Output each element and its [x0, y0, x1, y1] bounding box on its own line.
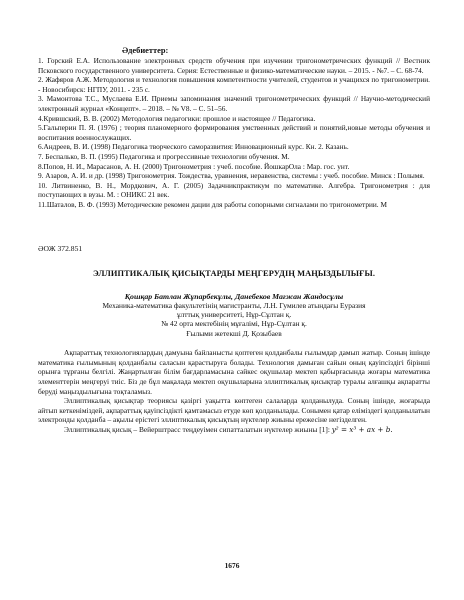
body-paragraph-text: Эллиптикалық қисық – Вейерштрасс теңдеуімен сипатталатын нүктелер жиыны [1]: — [64, 424, 330, 434]
article-body — [38, 348, 430, 434]
affiliation-line: Ғылыми жетекші Д. Қозыбаев — [186, 328, 282, 338]
affiliation-line: № 42 орта мектебінің мұғалімі, Нұр-Сұлтан қ. — [161, 319, 307, 329]
weierstrass-formula: y² = x³ + ax + b. — [331, 424, 393, 434]
reference-item: 2. Жафяров А.Ж. Методология и технология повышения компетентности учителей, студентов и учащихся по тригонометрии. - Новосибирск: НГПУ, 2011. - 235 с. — [38, 75, 430, 94]
article-authors: Қошқар Батлан Жұпарбекұлы, Данебеков Мағжан Жандосұлы — [124, 291, 344, 301]
reference-item: 4.Крившский, В. В. (2002) Методология педагогики: прошлое и настоящее // Педагогика. — [38, 113, 316, 123]
reference-item: 7. Беспалько, В. П. (1995) Педагогика и прогрессивные технологии обучения. М. — [38, 151, 290, 161]
references-section — [38, 46, 430, 210]
article-title: ЭЛЛИПТИКАЛЫҚ ҚИСЫҚТАРДЫ МЕҢГЕРУДІҢ МАҢЫЗДЫЛЫҒЫ. — [92, 268, 376, 278]
reference-item: 3. Мамонтова Т.С., Муслаева Е.И. Приемы запоминания значений тригонометрических функций // Научно-методический электронный журнал «Концепт». – 2018. – № V8. – С. 51–56. — [38, 94, 430, 113]
affiliation-line: Механика-математика факультетінің магистранты, Л.Н. Гумилев атындағы Еуразия — [102, 300, 366, 310]
reference-item: 9. Азаров, А. И. и др. (1998) Тригонометрия. Тождества, уравнения, неравенства, системы : учеб. пособие. Минск : Полымя. — [38, 171, 425, 181]
author-affiliation — [38, 301, 430, 339]
references-heading: Әдебиеттер: — [122, 46, 169, 55]
reference-item: 10. Литвиненко, В. Н., Мордкович, А. Г. (2005) Задачникпрактикум по математике. Алгебра. Тригонометрия : для поступающих в вузы. М. : ОНИКС 21 век. — [38, 180, 430, 200]
udc-code: ӘОЖ 372.851 — [38, 243, 83, 253]
page-number: 1676 — [224, 561, 240, 570]
body-paragraph-with-formula — [38, 425, 430, 435]
references-list — [38, 56, 430, 210]
body-paragraph: Ақпараттық технологиялардың дамуына байланысты қоптеген қолданбалы ғылымдар дамып жатыр. Соның ішінде математика ғылымының қолданбалы саласын қарастыруға болады. Технология дамыған сайын оның қауіпсіздігі бірінші орынға тұрғаны белгілі. Жаңартылған білім бағдарламасына сәйкес оқушылар мектеп қабырғасында жоғары математика элементтерін меңгеруі тиіс. Біз де бұл мақалада мектеп оқушыларына эллиптикалық қисықтар туралы алғашқы ақпаратты беруді маңыздылығына тоқталамыз. — [38, 348, 430, 396]
reference-item: 1. Горский Е.А. Использование электронных средств обучения при изучении тригонометрических функций // Вестник Псковского государственного университета. Серия: Естественные и физико-математические науки. – 2015. - №7. – С. 68-74. — [38, 56, 430, 75]
reference-item: 5.Гальперин П. Я. (1976) ; теория планомерного формирования умственных действий и понятий,новые методы обучения и воспитания военнослужащих. — [38, 123, 430, 142]
reference-item: 6.Андреев, В. И. (1998) Педагогика творческого саморазвития: Инновационный курс. Кн. 2. Казань. — [38, 142, 349, 152]
reference-item: 8.Попов, Н. И., Марасанов, А. Н. (2000) Тригонометрия : учеб. пособие. ЙошкарОла : Мар. гос. унт. — [38, 161, 350, 171]
reference-item: 11.Шаталов, В. Ф. (1993) Методические рекомен дации для работы сопорными сигналами по тригонометрии. М — [38, 199, 387, 209]
affiliation-line: ұлттық университеті, Нұр-Сұлтан қ. — [176, 309, 292, 319]
body-paragraph: Эллиптикалық қисықтар теориясы қазіргі уақытта көптеген салаларда қолданылуда. Соның ішінде, жоғарыда айтып кеткеніміздей, ақпараттық қауіпсіздікті қамтамасыз етуде көп қолданылады. Сонымен қатар еліміздегі қолданылатын электронды қолданба – ақылы ерістегі эллиптикалық қисықтың нүктелер жиыны ережесіне негізделген. — [38, 396, 430, 425]
article-section — [38, 244, 430, 435]
